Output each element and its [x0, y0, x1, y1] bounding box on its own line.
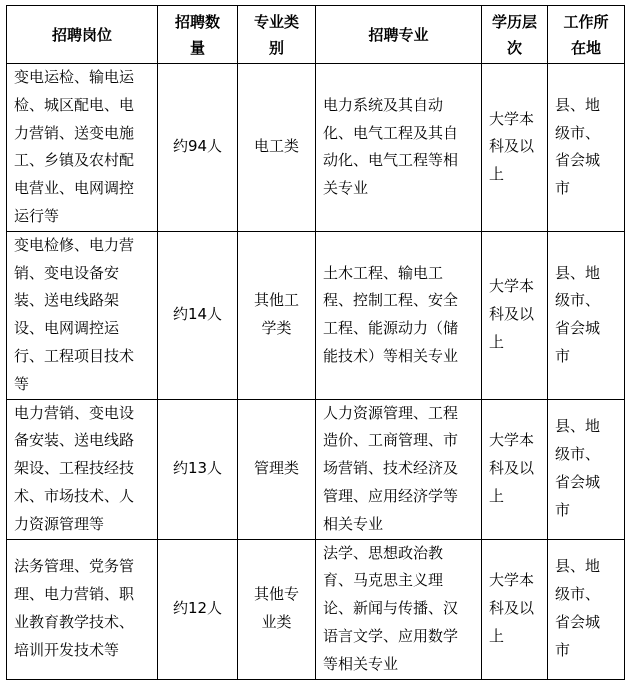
- cell-education: 大学本 科及以 上: [482, 64, 548, 232]
- cell-category: 其他专 业类: [238, 539, 316, 679]
- cell-positions: 变电检修、电力营 销、变电设备安 装、送电线路架 设、电网调控运 行、工程项目技术 等: [7, 231, 158, 399]
- cell-location: 县、地 级市、 省会城 市: [548, 399, 625, 539]
- cell-count: 约12人: [158, 539, 238, 679]
- cell-majors: 电力系统及其自动 化、电气工程及其自 动化、电气工程等相 关专业: [316, 64, 482, 232]
- table-row: [7, 231, 625, 399]
- cell-education: 大学本 科及以 上: [482, 399, 548, 539]
- header-count: 招聘数 量: [158, 6, 238, 64]
- header-majors: 招聘专业: [316, 6, 482, 64]
- cell-category: 管理类: [238, 399, 316, 539]
- header-location: 工作所 在地: [548, 6, 625, 64]
- cell-majors: 人力资源管理、工程 造价、工商管理、市 场营销、技术经济及 管理、应用经济学等 相关专业: [316, 399, 482, 539]
- cell-positions: 法务管理、党务管 理、电力营销、职 业教育教学技术、 培训开发技术等: [7, 539, 158, 679]
- cell-category: 电工类: [238, 64, 316, 232]
- cell-count: 约14人: [158, 231, 238, 399]
- table-header-row: [7, 6, 625, 64]
- cell-majors: 土木工程、输电工 程、控制工程、安全 工程、能源动力（储 能技术）等相关专业: [316, 231, 482, 399]
- table-row: [7, 399, 625, 539]
- cell-education: 大学本 科及以 上: [482, 539, 548, 679]
- cell-majors: 法学、思想政治教 育、马克思主义理 论、新闻与传播、汉 语言文学、应用数学 等相关专业: [316, 539, 482, 679]
- table-row: [7, 64, 625, 232]
- cell-location: 县、地 级市、 省会城 市: [548, 64, 625, 232]
- cell-count: 约13人: [158, 399, 238, 539]
- cell-category: 其他工 学类: [238, 231, 316, 399]
- table-row: [7, 539, 625, 679]
- cell-education: 大学本 科及以 上: [482, 231, 548, 399]
- cell-count: 约94人: [158, 64, 238, 232]
- cell-positions: 电力营销、变电设 备安装、送电线路 架设、工程技经技 术、市场技术、人 力资源管理等: [7, 399, 158, 539]
- recruitment-table: [6, 5, 625, 680]
- cell-location: 县、地 级市、 省会城 市: [548, 539, 625, 679]
- header-category: 专业类 别: [238, 6, 316, 64]
- header-positions: 招聘岗位: [7, 6, 158, 64]
- cell-positions: 变电运检、输电运 检、城区配电、电 力营销、送变电施 工、乡镇及农村配 电营业、电网调控 运行等: [7, 64, 158, 232]
- header-education: 学历层 次: [482, 6, 548, 64]
- cell-location: 县、地 级市、 省会城 市: [548, 231, 625, 399]
